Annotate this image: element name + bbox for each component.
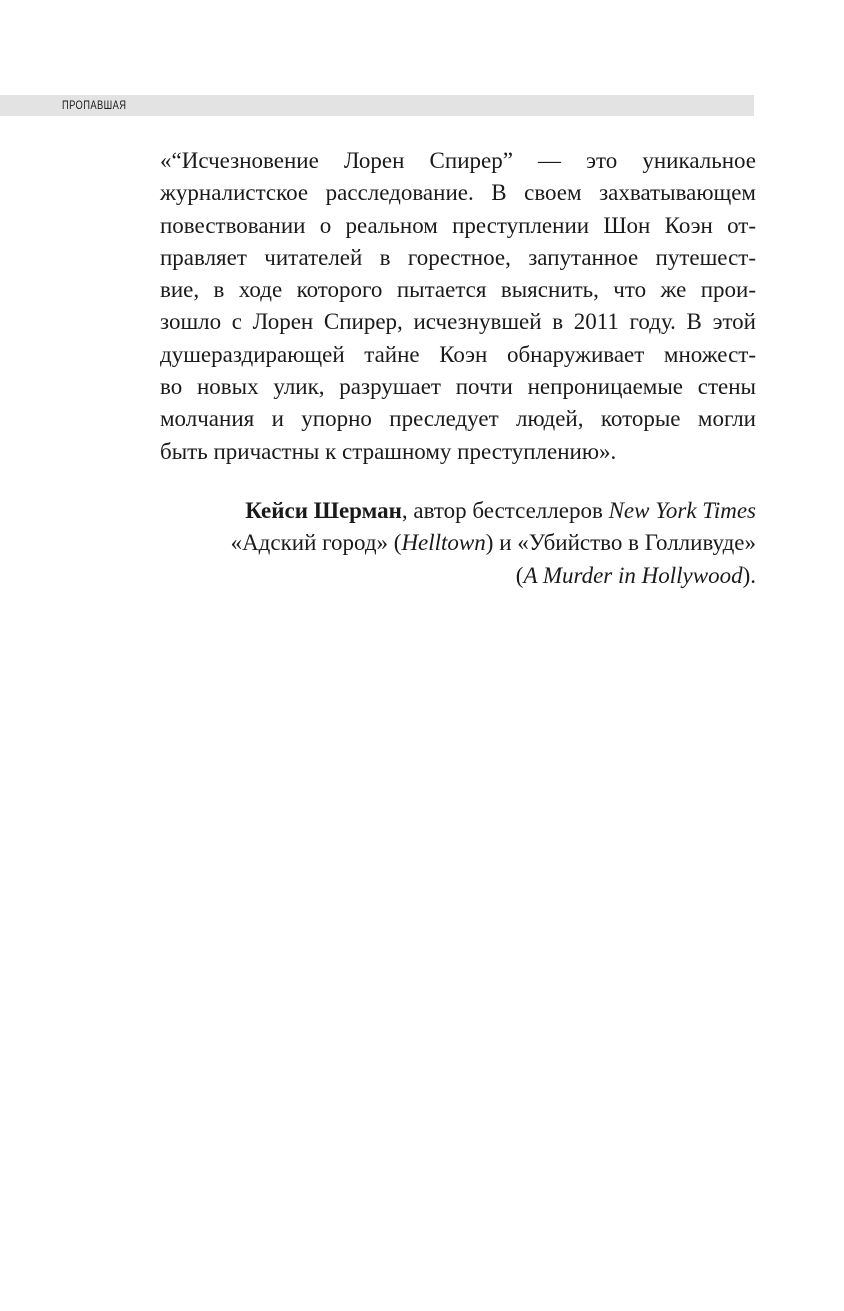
publication-name: New York Times	[608, 498, 756, 523]
book1-title-ru: «Адский город» (	[230, 530, 402, 556]
attribution-line	[160, 495, 756, 527]
author-name: Кейси Шерман	[245, 498, 402, 523]
book2-title-ru: ) и «Убийство в Голливуде»	[485, 530, 756, 556]
quote-line: повествовании о реальном преступлении Шон Коэн от-	[160, 212, 756, 238]
quote-block	[160, 145, 756, 468]
paren-close: ).	[742, 562, 756, 588]
quote-line: зошло с Лорен Спирер, исчезнувшей в 2011 году. В этой	[160, 309, 756, 335]
quote-line: быть причастны к страшному преступлению».	[160, 438, 617, 464]
book1-title-en: Helltown	[401, 530, 486, 556]
running-head-bar	[0, 95, 754, 116]
attribution-line	[160, 527, 756, 559]
author-role: , автор бестселлеров	[401, 498, 609, 523]
paren-open: (	[515, 562, 524, 588]
book2-title-en: A Murder in Hollywood	[523, 562, 743, 588]
quote-line: журналистское расследование. В своем захватывающем	[160, 180, 756, 206]
quote-line: во новых улик, разрушает почти непроницаемые стены	[160, 374, 756, 400]
quote-line: молчания и упорно преследует людей, которые могли	[160, 406, 756, 432]
quote-line: вие, в ходе которого пытается выяснить, что же прои-	[160, 277, 756, 303]
quote-line: душераздирающей тайне Коэн обнаруживает множест-	[160, 341, 756, 367]
attribution-block	[160, 495, 756, 592]
running-title: ПРОПАВШАЯ	[62, 98, 127, 112]
quote-line: «“Исчезновение Лорен Спирер” — это уникальное	[160, 148, 756, 173]
quote-line: правляет читателей в горестное, запутанное путешест-	[160, 244, 756, 270]
attribution-line	[160, 560, 756, 592]
